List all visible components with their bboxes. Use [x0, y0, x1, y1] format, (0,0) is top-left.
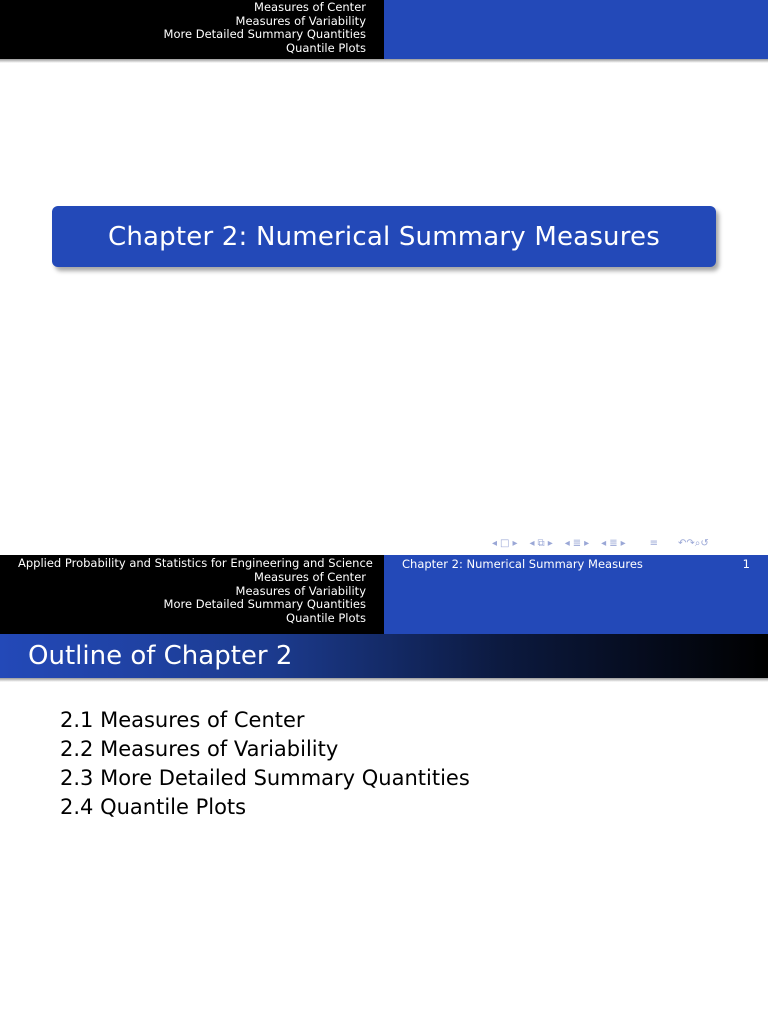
outline-item: 2.1 Measures of Center	[60, 708, 305, 732]
arrow-left-icon[interactable]: ◂	[492, 537, 498, 549]
headline-shadow	[0, 59, 768, 63]
frame-title-shadow	[0, 678, 768, 682]
section-icon[interactable]: ≣	[572, 537, 582, 549]
section-navigation	[0, 0, 384, 59]
arrow-right-icon[interactable]: ▸	[620, 537, 626, 549]
outline-item: 2.4 Quantile Plots	[60, 795, 247, 819]
chapter-title: Chapter 2: Numerical Summary Measures	[107, 221, 661, 252]
nav-section-variability[interactable]: Measures of Variability	[235, 13, 366, 28]
nav-section-center[interactable]: Measures of Center	[254, 569, 366, 584]
navigation-symbols	[492, 536, 764, 550]
outline-item: 2.3 More Detailed Summary Quantities	[60, 766, 470, 790]
section-icon[interactable]: ≣	[609, 537, 618, 549]
headline-bar	[0, 0, 768, 59]
section-navigation	[0, 555, 384, 634]
arrow-right-icon[interactable]: ▸	[547, 537, 553, 549]
nav-section-quantile[interactable]: Quantile Plots	[286, 40, 366, 55]
search-icon[interactable]: ↶↷⌕↺	[678, 537, 709, 549]
nav-section-center[interactable]: Measures of Center	[254, 0, 366, 14]
arrow-left-icon[interactable]: ◂	[529, 537, 535, 549]
arrow-left-icon[interactable]: ◂	[564, 537, 570, 549]
nav-section-summary[interactable]: More Detailed Summary Quantities	[163, 27, 366, 42]
arrow-right-icon[interactable]: ▸	[512, 537, 518, 549]
page-number: 1	[742, 557, 750, 571]
headline-bar	[0, 555, 768, 634]
arrow-left-icon[interactable]: ◂	[601, 537, 607, 549]
nav-section-summary[interactable]: More Detailed Summary Quantities	[163, 597, 366, 612]
frame-title: Outline of Chapter 2	[28, 641, 293, 671]
frame-icon[interactable]: □	[500, 537, 510, 549]
subsection-icon[interactable]: ⧉	[537, 537, 545, 549]
chapter-outline	[60, 706, 470, 822]
chapter-title-box	[52, 206, 716, 267]
outline-item: 2.2 Measures of Variability	[60, 737, 339, 761]
frame-title-bar	[0, 634, 768, 678]
align-icon[interactable]: ≡	[649, 537, 659, 549]
slide-2	[0, 555, 768, 1024]
nav-section-quantile[interactable]: Quantile Plots	[286, 611, 366, 626]
headline-right-panel	[384, 0, 768, 59]
headline-right-panel	[384, 555, 768, 634]
chapter-short-title: Chapter 2: Numerical Summary Measures	[402, 557, 643, 571]
nav-section-variability[interactable]: Measures of Variability	[235, 583, 366, 598]
book-title: Applied Probability and Statistics for Engineering and Science	[18, 556, 373, 570]
arrow-right-icon[interactable]: ▸	[584, 537, 590, 549]
